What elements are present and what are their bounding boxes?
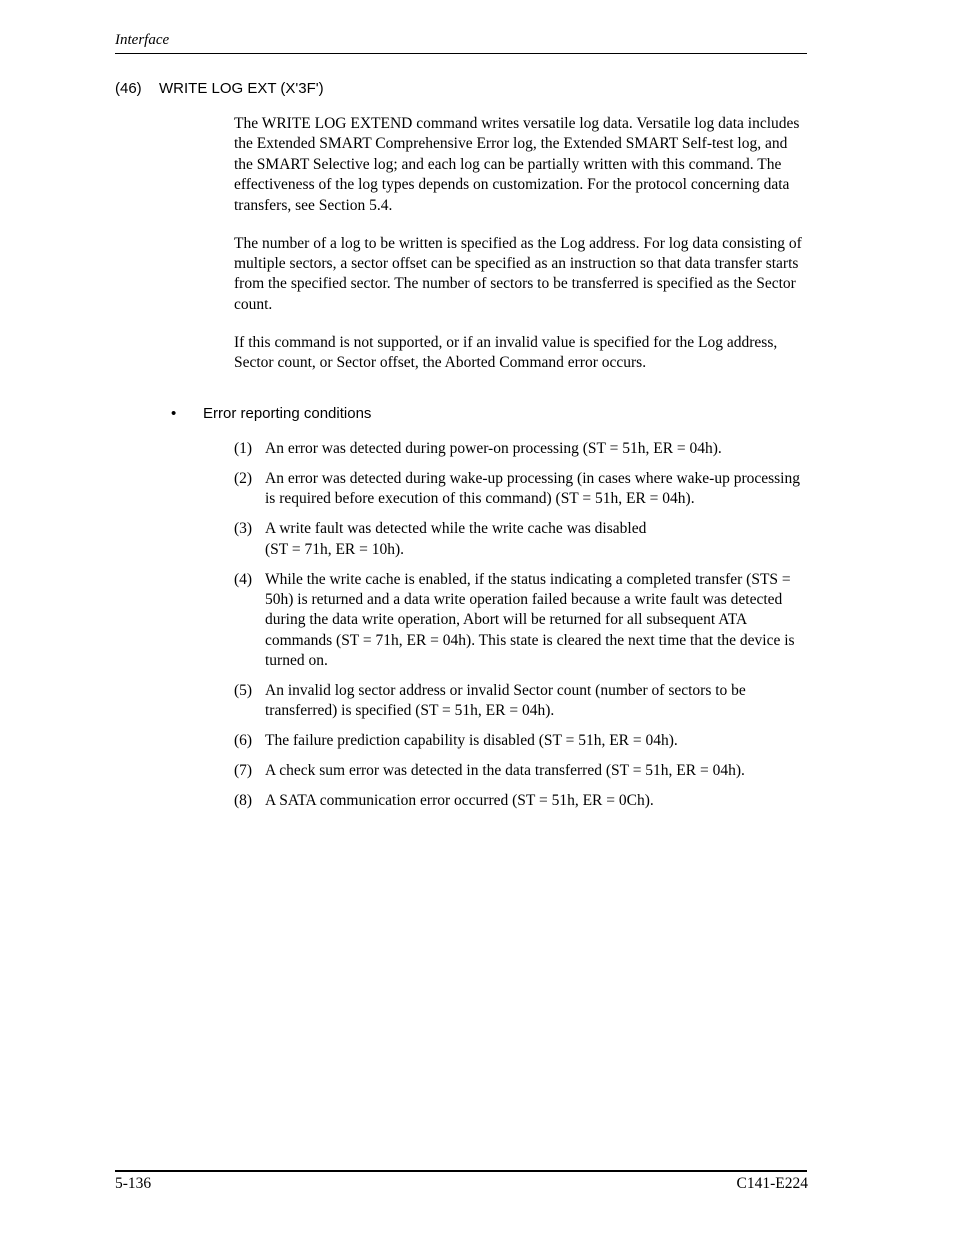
list-item — [234, 469, 808, 510]
list-item-text: An error was detected during power-on processing (ST = 51h, ER = 04h). — [265, 440, 722, 457]
section-heading — [115, 80, 324, 97]
section-title: WRITE LOG EXT (X'3F') — [159, 80, 324, 97]
list-item — [234, 439, 808, 459]
list-item-text: While the write cache is enabled, if the status indicating a completed transfer (STS = 50h) is returned and a data write operation failed because a write fault was detected during the data write operation, Abort will be returned for all subsequent ATA commands (ST = 71h, ER = 04h). This state is cleared the next time that the device is turned on. — [265, 570, 795, 670]
list-item-number: (7) — [234, 762, 253, 780]
document-code: C141-E224 — [736, 1175, 808, 1192]
paragraph-log-address: The number of a log to be written is specified as the Log address. For log data consisting of multiple sectors, a sector offset can be specified as an instruction so that data transfer starts from the specified sector. The number of sectors to be transferred is specified as the Sector count. — [234, 234, 802, 313]
paragraph-aborted-error: If this command is not supported, or if an invalid value is specified for the Log address, Sector count, or Sector offset, the Aborted Command error occurs. — [234, 333, 778, 372]
body-paragraphs — [234, 114, 806, 391]
list-item-number: (3) — [234, 520, 253, 538]
list-item-number: (1) — [234, 440, 253, 457]
list-item — [234, 519, 808, 560]
list-item — [234, 791, 808, 811]
bullet-icon: • — [171, 405, 177, 422]
bullet-heading — [171, 405, 371, 422]
list-item — [234, 761, 808, 781]
list-item-text: An invalid log sector address or invalid Sector count (number of sectors to be transferred) is specified (ST = 51h, ER = 04h). — [265, 682, 746, 720]
list-item — [234, 570, 808, 672]
header-rule — [115, 53, 807, 54]
list-item-number: (2) — [234, 469, 253, 487]
list-item-number: (6) — [234, 732, 253, 750]
list-item-text-block — [265, 519, 808, 560]
page-number: 5-136 — [115, 1175, 152, 1192]
list-item-text: A check sum error was detected in the data transferred (ST = 51h, ER = 04h). — [265, 762, 745, 780]
bullet-label: Error reporting conditions — [203, 405, 372, 422]
list-item — [234, 731, 808, 751]
list-item-text: The failure prediction capability is disabled (ST = 51h, ER = 04h). — [265, 732, 678, 750]
list-item-text: A write fault was detected while the write cache was disabled — [265, 520, 647, 538]
list-item — [234, 681, 808, 722]
footer-rule — [115, 1170, 807, 1172]
running-header: Interface — [115, 32, 170, 48]
section-number: (46) — [115, 80, 142, 97]
list-item-number: (8) — [234, 792, 253, 810]
list-item-number: (5) — [234, 682, 253, 700]
paragraph-description: The WRITE LOG EXTEND command writes versatile log data. Versatile log data includes the Extended SMART Comprehensive Error log, the Extended SMART Self-test log, and the SMART Selective log; and each log can be partially written with this command. The effectiveness of the log types depends on customization. For the protocol concerning data transfers, see Section 5.4. — [234, 115, 800, 214]
list-item-text: A SATA communication error occurred (ST = 51h, ER = 0Ch). — [265, 792, 654, 810]
error-conditions-list — [234, 439, 808, 821]
list-item-number: (4) — [234, 570, 253, 588]
list-item-text-continued: (ST = 71h, ER = 10h). — [265, 540, 405, 558]
list-item-text: An error was detected during wake-up processing (in cases where wake-up processing is required before execution of this command) (ST = 51h, ER = 04h). — [265, 469, 800, 508]
